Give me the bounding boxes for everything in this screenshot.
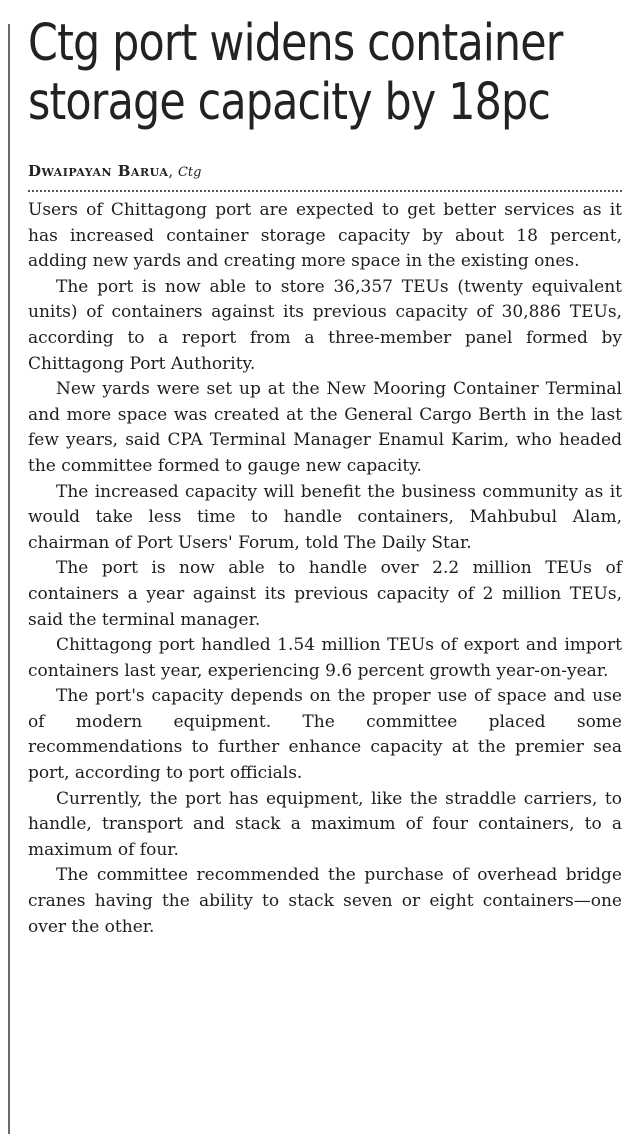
paragraph-3: New yards were set up at the New Mooring Container Terminal and more space was created at the General Cargo Berth in the last few years, said CPA Terminal Manager Enamul Karim, who headed the committee formed to gauge new capacity.: [28, 379, 622, 476]
paragraph-5: The port is now able to handle over 2.2 million TEUs of containers a year against its previous capacity of 2 million TEUs, said the terminal manager.: [28, 558, 622, 630]
paragraph-4: The increased capacity will benefit the business community as it would take less time to handle containers, Mahbubul Alam, chairman of Port Users' Forum, told The Daily Star.: [28, 481, 622, 553]
paragraph-1: Users of Chittagong port are expected to get better services as it has increased container storage capacity by about 18 percent, adding new yards and creating more space in the existing ones.: [28, 200, 622, 272]
news-article: [28, 14, 622, 940]
paragraph-7: The port's capacity depends on the proper use of space and use of modern equipment. The committee placed some recommendations to further enhance capacity at the premier sea port, according to port officials.: [28, 686, 622, 784]
dotted-divider: [28, 190, 622, 192]
dateline: Ctg: [177, 165, 202, 180]
paragraph-6: Chittagong port handled 1.54 million TEUs of export and import containers last year, experiencing 9.6 percent growth year-on-year.: [28, 635, 622, 681]
paragraph-8: Currently, the port has equipment, like the straddle carriers, to handle, transport and stack a maximum of four containers, to a maximum of four.: [28, 788, 622, 860]
paragraph-9: The committee recommended the purchase of overhead bridge cranes having the ability to stack seven or eight containers—one over the other.: [28, 865, 622, 937]
paragraph-2: The port is now able to store 36,357 TEUs (twenty equivalent units) of containers against its previous capacity of 30,886 TEUs, according to a report from a three-member panel formed by Chittagong Port Authority.: [28, 276, 622, 374]
headline: Ctg port widens container storage capacity by 18pc: [28, 14, 563, 132]
article-body: [28, 198, 622, 940]
byline: [28, 162, 622, 182]
column-rule: [8, 24, 10, 1134]
byline-separator: ,: [168, 162, 178, 180]
author-name: Dwaipayan Barua: [28, 162, 169, 180]
